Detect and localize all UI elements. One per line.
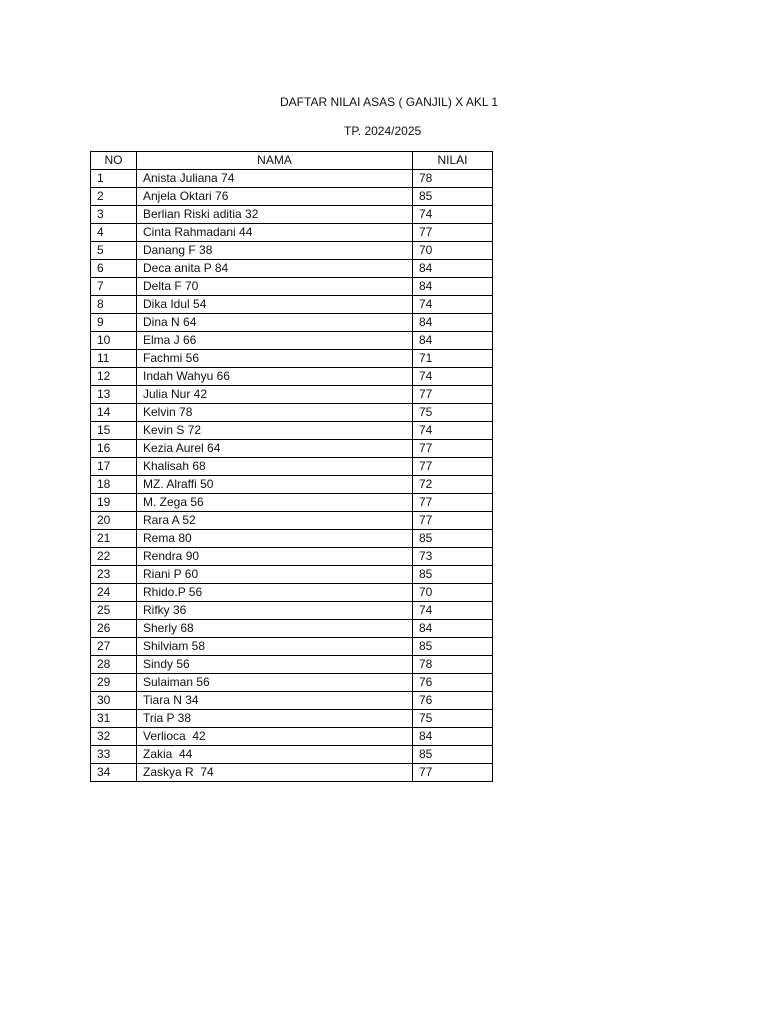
table-row bbox=[91, 188, 493, 206]
row-number: 8 bbox=[91, 296, 137, 314]
student-name: Khalisah 68 bbox=[137, 458, 413, 476]
table-row bbox=[91, 242, 493, 260]
student-score: 74 bbox=[413, 296, 493, 314]
student-score: 78 bbox=[413, 656, 493, 674]
student-name: Rema 80 bbox=[137, 530, 413, 548]
student-name: Verlioca 42 bbox=[137, 728, 413, 746]
row-number: 11 bbox=[91, 350, 137, 368]
table-row bbox=[91, 584, 493, 602]
row-number: 28 bbox=[91, 656, 137, 674]
student-name: MZ. Alraffi 50 bbox=[137, 476, 413, 494]
table-row bbox=[91, 548, 493, 566]
student-name: Berlian Riski aditia 32 bbox=[137, 206, 413, 224]
row-number: 31 bbox=[91, 710, 137, 728]
student-name: Indah Wahyu 66 bbox=[137, 368, 413, 386]
student-name: Elma J 66 bbox=[137, 332, 413, 350]
student-score: 77 bbox=[413, 494, 493, 512]
table-row bbox=[91, 494, 493, 512]
row-number: 30 bbox=[91, 692, 137, 710]
student-name: Zakia 44 bbox=[137, 746, 413, 764]
row-number: 26 bbox=[91, 620, 137, 638]
table-row bbox=[91, 278, 493, 296]
student-score: 75 bbox=[413, 710, 493, 728]
student-score: 84 bbox=[413, 260, 493, 278]
table-row bbox=[91, 296, 493, 314]
student-name: Danang F 38 bbox=[137, 242, 413, 260]
document-subtitle: TP. 2024/2025 bbox=[344, 124, 422, 138]
student-name: Rendra 90 bbox=[137, 548, 413, 566]
student-name: Fachmi 56 bbox=[137, 350, 413, 368]
table-row bbox=[91, 458, 493, 476]
table-row bbox=[91, 224, 493, 242]
row-number: 27 bbox=[91, 638, 137, 656]
student-name: Tiara N 34 bbox=[137, 692, 413, 710]
row-number: 16 bbox=[91, 440, 137, 458]
row-number: 12 bbox=[91, 368, 137, 386]
student-name: Kelvin 78 bbox=[137, 404, 413, 422]
table-row bbox=[91, 566, 493, 584]
table-row bbox=[91, 332, 493, 350]
row-number: 32 bbox=[91, 728, 137, 746]
student-score: 72 bbox=[413, 476, 493, 494]
student-name: Zaskya R 74 bbox=[137, 764, 413, 782]
student-name: Cinta Rahmadani 44 bbox=[137, 224, 413, 242]
grades-table bbox=[90, 151, 493, 782]
student-name: Kevin S 72 bbox=[137, 422, 413, 440]
table-row bbox=[91, 638, 493, 656]
table-row bbox=[91, 314, 493, 332]
document-title: DAFTAR NILAI ASAS ( GANJIL) X AKL 1 bbox=[280, 95, 499, 109]
student-name: Dika Idul 54 bbox=[137, 296, 413, 314]
table-row bbox=[91, 206, 493, 224]
student-score: 77 bbox=[413, 764, 493, 782]
row-number: 25 bbox=[91, 602, 137, 620]
table-row bbox=[91, 674, 493, 692]
row-number: 3 bbox=[91, 206, 137, 224]
student-name: Rara A 52 bbox=[137, 512, 413, 530]
student-score: 70 bbox=[413, 584, 493, 602]
student-score: 74 bbox=[413, 206, 493, 224]
student-name: Sindy 56 bbox=[137, 656, 413, 674]
row-number: 13 bbox=[91, 386, 137, 404]
row-number: 18 bbox=[91, 476, 137, 494]
student-score: 85 bbox=[413, 188, 493, 206]
student-score: 77 bbox=[413, 440, 493, 458]
row-number: 10 bbox=[91, 332, 137, 350]
student-score: 85 bbox=[413, 566, 493, 584]
student-name: Riani P 60 bbox=[137, 566, 413, 584]
student-score: 84 bbox=[413, 314, 493, 332]
row-number: 4 bbox=[91, 224, 137, 242]
student-score: 85 bbox=[413, 530, 493, 548]
student-score: 77 bbox=[413, 458, 493, 476]
student-score: 77 bbox=[413, 224, 493, 242]
table-row bbox=[91, 404, 493, 422]
row-number: 1 bbox=[91, 170, 137, 188]
table-row bbox=[91, 710, 493, 728]
table-row bbox=[91, 386, 493, 404]
table-row bbox=[91, 476, 493, 494]
table-row bbox=[91, 530, 493, 548]
student-score: 74 bbox=[413, 422, 493, 440]
header-no: NO bbox=[91, 152, 137, 170]
student-score: 76 bbox=[413, 692, 493, 710]
row-number: 15 bbox=[91, 422, 137, 440]
student-score: 84 bbox=[413, 332, 493, 350]
table-header-row bbox=[91, 152, 493, 170]
student-score: 77 bbox=[413, 512, 493, 530]
table-row bbox=[91, 656, 493, 674]
student-name: Julia Nur 42 bbox=[137, 386, 413, 404]
row-number: 20 bbox=[91, 512, 137, 530]
table-row bbox=[91, 422, 493, 440]
student-score: 85 bbox=[413, 746, 493, 764]
student-score: 74 bbox=[413, 368, 493, 386]
student-name: M. Zega 56 bbox=[137, 494, 413, 512]
table-row bbox=[91, 746, 493, 764]
student-name: Deca anita P 84 bbox=[137, 260, 413, 278]
row-number: 24 bbox=[91, 584, 137, 602]
header-nama: NAMA bbox=[137, 152, 413, 170]
student-score: 71 bbox=[413, 350, 493, 368]
row-number: 5 bbox=[91, 242, 137, 260]
table-row bbox=[91, 602, 493, 620]
row-number: 21 bbox=[91, 530, 137, 548]
student-score: 76 bbox=[413, 674, 493, 692]
student-score: 75 bbox=[413, 404, 493, 422]
student-name: Kezia Aurel 64 bbox=[137, 440, 413, 458]
student-score: 84 bbox=[413, 278, 493, 296]
table-row bbox=[91, 260, 493, 278]
student-name: Anjela Oktari 76 bbox=[137, 188, 413, 206]
student-name: Rifky 36 bbox=[137, 602, 413, 620]
row-number: 2 bbox=[91, 188, 137, 206]
table-row bbox=[91, 350, 493, 368]
student-name: Sherly 68 bbox=[137, 620, 413, 638]
student-score: 84 bbox=[413, 728, 493, 746]
header-nilai: NILAI bbox=[413, 152, 493, 170]
student-name: Anista Juliana 74 bbox=[137, 170, 413, 188]
student-score: 73 bbox=[413, 548, 493, 566]
row-number: 29 bbox=[91, 674, 137, 692]
table-row bbox=[91, 692, 493, 710]
student-score: 84 bbox=[413, 620, 493, 638]
table-row bbox=[91, 764, 493, 782]
student-name: Rhido.P 56 bbox=[137, 584, 413, 602]
student-name: Delta F 70 bbox=[137, 278, 413, 296]
student-score: 77 bbox=[413, 386, 493, 404]
table-row bbox=[91, 512, 493, 530]
row-number: 19 bbox=[91, 494, 137, 512]
student-score: 78 bbox=[413, 170, 493, 188]
table-row bbox=[91, 368, 493, 386]
row-number: 22 bbox=[91, 548, 137, 566]
student-score: 70 bbox=[413, 242, 493, 260]
row-number: 6 bbox=[91, 260, 137, 278]
table-row bbox=[91, 170, 493, 188]
row-number: 14 bbox=[91, 404, 137, 422]
student-name: Sulaiman 56 bbox=[137, 674, 413, 692]
student-name: Tria P 38 bbox=[137, 710, 413, 728]
row-number: 33 bbox=[91, 746, 137, 764]
student-name: Dina N 64 bbox=[137, 314, 413, 332]
row-number: 9 bbox=[91, 314, 137, 332]
row-number: 34 bbox=[91, 764, 137, 782]
table-row bbox=[91, 440, 493, 458]
student-name: Shilviam 58 bbox=[137, 638, 413, 656]
student-score: 74 bbox=[413, 602, 493, 620]
row-number: 23 bbox=[91, 566, 137, 584]
row-number: 7 bbox=[91, 278, 137, 296]
table-row bbox=[91, 728, 493, 746]
table-body bbox=[91, 170, 493, 782]
table-row bbox=[91, 620, 493, 638]
student-score: 85 bbox=[413, 638, 493, 656]
row-number: 17 bbox=[91, 458, 137, 476]
